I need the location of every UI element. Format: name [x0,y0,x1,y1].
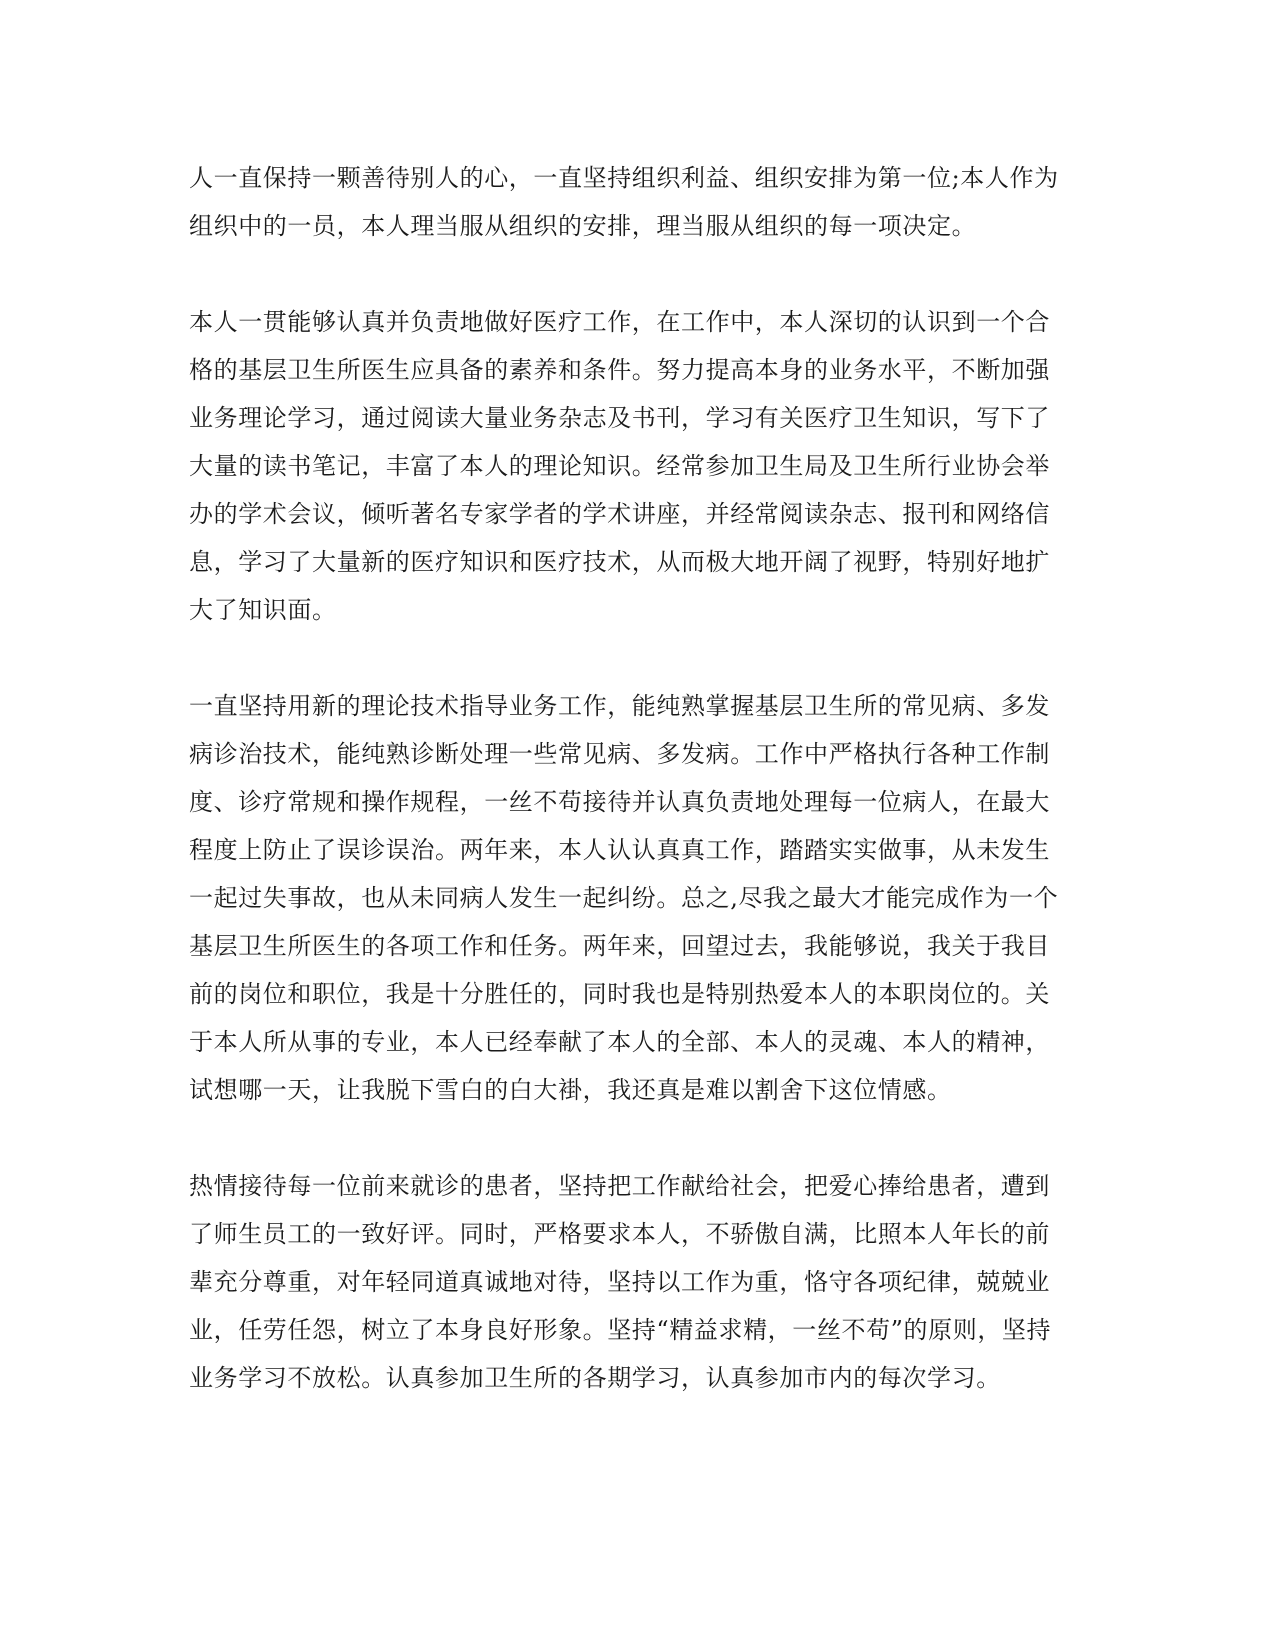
paragraph-spacer [189,1114,1089,1162]
paragraph-4 [189,1162,1089,1402]
text-line: 程度上防止了误诊误治。两年来，本人认认真真工作，踏踏实实做事，从未发生 [189,836,1050,864]
text-line: 了师生员工的一致好评。同时，严格要求本人，不骄傲自满，比照本人年长的前 [189,1220,1050,1248]
text-line: 格的基层卫生所医生应具备的素养和条件。努力提高本身的业务水平，不断加强 [189,356,1050,384]
text-line: 病诊治技术，能纯熟诊断处理一些常见病、多发病。工作中严格执行各种工作制 [189,740,1050,768]
text-line: 热情接待每一位前来就诊的患者，坚持把工作献给社会，把爱心捧给患者，遭到 [189,1172,1050,1200]
text-line: 一起过失事故，也从未同病人发生一起纠纷。总之,尽我之最大才能完成作为一个 [189,884,1059,912]
text-line: 前的岗位和职位，我是十分胜任的，同时我也是特别热爱本人的本职岗位的。关 [189,980,1050,1008]
text-line: 大了知识面。 [189,596,337,624]
paragraph-spacer [189,250,1089,298]
text-line: 人一直保持一颗善待别人的心，一直坚持组织利益、组织安排为第一位;本人作为 [189,164,1059,192]
text-line: 息，学习了大量新的医疗知识和医疗技术，从而极大地开阔了视野，特别好地扩 [189,548,1050,576]
text-line: 一直坚持用新的理论技术指导业务工作，能纯熟掌握基层卫生所的常见病、多发 [189,692,1050,720]
text-line: 业务理论学习，通过阅读大量业务杂志及书刊，学习有关医疗卫生知识，写下了 [189,404,1050,432]
text-line: 业务学习不放松。认真参加卫生所的各期学习，认真参加市内的每次学习。 [189,1364,1001,1392]
document-body [189,154,1089,1402]
paragraph-spacer [189,634,1089,682]
paragraph-1 [189,154,1089,250]
text-line: 基层卫生所医生的各项工作和任务。两年来，回望过去，我能够说，我关于我目 [189,932,1050,960]
text-line: 辈充分尊重，对年轻同道真诚地对待，坚持以工作为重，恪守各项纪律，兢兢业 [189,1268,1050,1296]
text-line: 试想哪一天，让我脱下雪白的白大褂，我还真是难以割舍下这位情感。 [189,1076,952,1104]
text-line: 办的学术会议，倾听著名专家学者的学术讲座，并经常阅读杂志、报刊和网络信 [189,500,1050,528]
paragraph-2 [189,298,1089,634]
text-line: 本人一贯能够认真并负责地做好医疗工作，在工作中，本人深切的认识到一个合 [189,308,1050,336]
text-line: 业，任劳任怨，树立了本身良好形象。坚持“精益求精，一丝不苟”的原则，坚持 [189,1316,1052,1344]
text-line: 度、诊疗常规和操作规程，一丝不苟接待并认真负责地处理每一位病人，在最大 [189,788,1050,816]
text-line: 大量的读书笔记，丰富了本人的理论知识。经常参加卫生局及卫生所行业协会举 [189,452,1050,480]
text-line: 于本人所从事的专业，本人已经奉献了本人的全部、本人的灵魂、本人的精神， [189,1028,1050,1056]
text-line: 组织中的一员，本人理当服从组织的安排，理当服从组织的每一项决定。 [189,212,977,240]
paragraph-3 [189,682,1089,1114]
